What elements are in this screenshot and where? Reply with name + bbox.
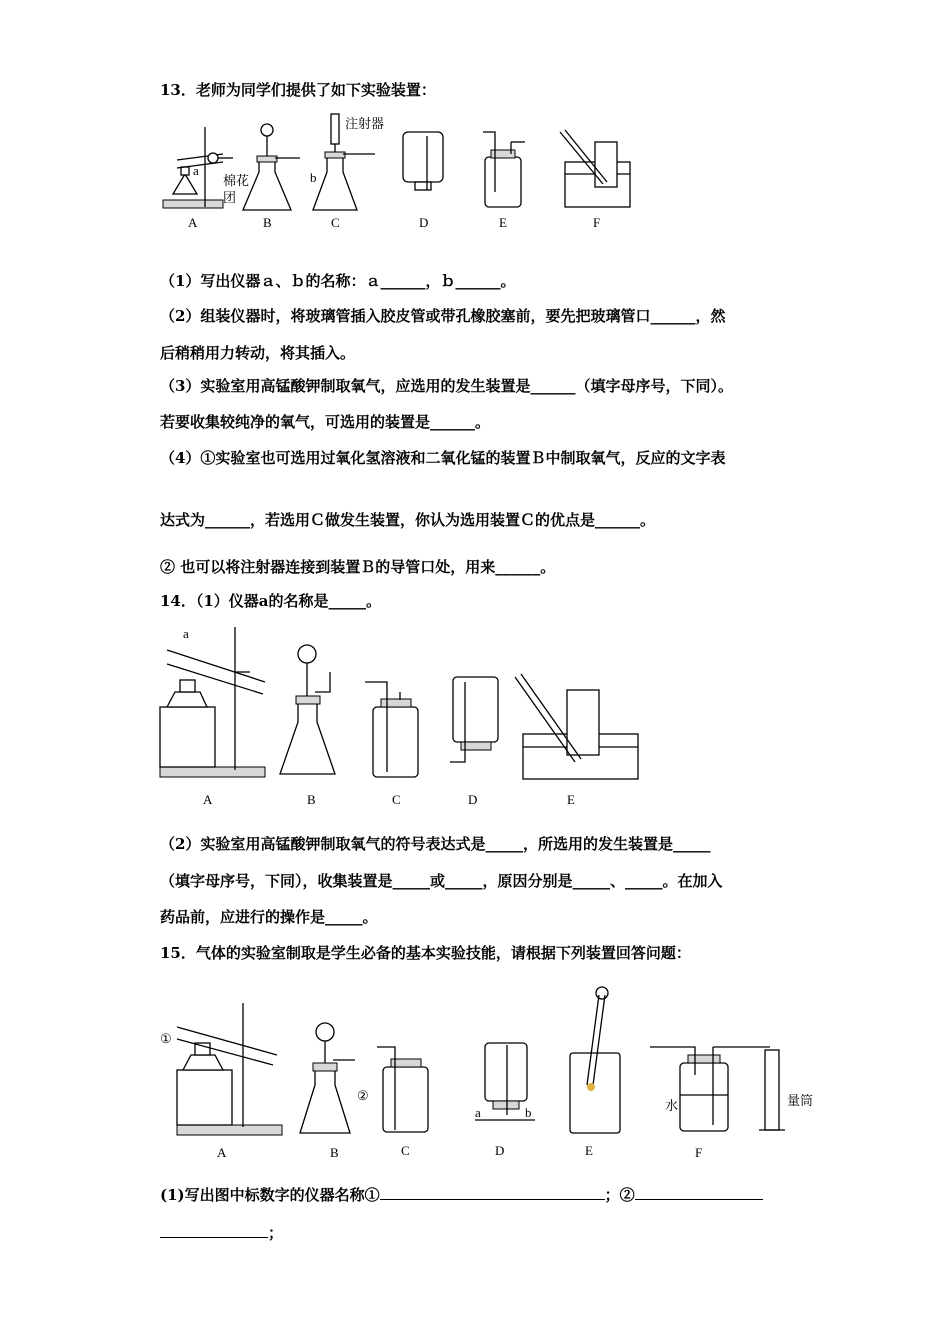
svg-text:A: A — [217, 1145, 227, 1160]
q13-apparatus-b — [243, 124, 300, 210]
q13-part4: （4）①实验室也可选用过氧化氢溶液和二氧化锰的装置Ｂ中制取氧气，反应的文字表 — [160, 449, 726, 467]
answer-blank-2-cont[interactable] — [160, 1237, 268, 1238]
q15-apparatus-f — [650, 1047, 813, 1131]
q13-part3: （3）实验室用高锰酸钾制取氧气，应选用的发生装置是______（填字母序号，下同）。 — [160, 377, 733, 395]
q15-part1-sep: ；② — [604, 1186, 635, 1204]
svg-text:棉花: 棉花 — [223, 173, 250, 188]
q14-apparatus-e — [515, 674, 638, 779]
q14-part2: （2）实验室用高锰酸钾制取氧气的符号表达式是_____，所选用的发生装置是_____ — [160, 835, 711, 853]
q13-part3-cont: 若要收集较纯净的氧气，可选用的装置是______。 — [160, 413, 491, 431]
svg-text:E: E — [567, 792, 575, 807]
svg-text:D: D — [419, 215, 429, 230]
q14-apparatus-figure — [155, 622, 645, 812]
q13-apparatus-a — [163, 127, 249, 208]
q13-part2: （2）组装仪器时，将玻璃管插入胶皮管或带孔橡胶塞前，要先把玻璃管口______，然 — [160, 307, 726, 325]
svg-text:b: b — [525, 1105, 532, 1120]
svg-text:②: ② — [357, 1088, 369, 1103]
svg-text:F: F — [593, 215, 601, 230]
q13-apparatus-figure — [155, 112, 645, 232]
q13-apparatus-f — [560, 130, 630, 207]
svg-text:团: 团 — [223, 190, 237, 205]
q14-apparatus-c — [365, 682, 418, 777]
q13-apparatus-c — [310, 114, 384, 210]
svg-text:a: a — [475, 1105, 481, 1120]
svg-text:C: C — [392, 792, 401, 807]
answer-blank-2[interactable] — [635, 1199, 763, 1200]
svg-text:C: C — [401, 1143, 410, 1158]
svg-text:A: A — [203, 792, 213, 807]
answer-blank-1[interactable] — [380, 1199, 605, 1200]
svg-text:E: E — [585, 1143, 593, 1158]
svg-text:F: F — [695, 1145, 703, 1160]
svg-text:a: a — [193, 163, 199, 178]
svg-text:①: ① — [160, 1031, 172, 1046]
q15-part1-cont — [160, 1222, 283, 1243]
q14-apparatus-a — [160, 626, 265, 777]
q14-apparatus-b — [280, 645, 335, 774]
svg-text:E: E — [499, 215, 507, 230]
q15-apparatus-c — [357, 1047, 428, 1132]
svg-text:A: A — [188, 215, 198, 230]
q13-part1: （1）写出仪器ａ、ｂ的名称：ａ______，ｂ______。 — [160, 272, 516, 290]
svg-text:B: B — [307, 792, 316, 807]
q14-apparatus-d — [450, 677, 498, 762]
svg-text:B: B — [330, 1145, 339, 1160]
q13-part2-cont: 后稍稍用力转动，将其插入。 — [160, 344, 356, 362]
svg-text:量筒: 量筒 — [787, 1093, 814, 1108]
q14-part2-cont: （填字母序号，下同），收集装置是_____或_____，原因分别是_____、_____。在加入 — [160, 872, 723, 890]
svg-text:b: b — [310, 170, 317, 185]
svg-text:B: B — [263, 215, 272, 230]
svg-text:C: C — [331, 215, 340, 230]
q15-figure-letters — [217, 1143, 702, 1160]
q15-part1-end: ； — [268, 1224, 284, 1242]
q13-part5: ② 也可以将注射器连接到装置Ｂ的导管口处，用来______。 — [160, 558, 556, 576]
q14-title: 14．（1）仪器a的名称是_____。 — [160, 592, 382, 610]
q15-part1 — [160, 1184, 763, 1205]
svg-text:注射器: 注射器 — [345, 116, 385, 131]
q15-apparatus-e — [570, 987, 620, 1133]
svg-text:D: D — [468, 792, 478, 807]
q15-apparatus-d — [475, 1043, 535, 1120]
q15-part1-label: (1)写出图中标数字的仪器名称① — [160, 1186, 380, 1204]
q15-apparatus-b — [300, 1023, 355, 1133]
svg-text:D: D — [495, 1143, 505, 1158]
q13-apparatus-e — [483, 132, 525, 207]
svg-text:水: 水 — [665, 1098, 679, 1113]
q15-apparatus-a — [160, 1003, 282, 1135]
q15-title: 15．气体的实验室制取是学生必备的基本实验技能，请根据下列装置回答问题： — [160, 944, 691, 962]
q13-apparatus-d — [403, 132, 443, 190]
q13-figure-letters — [188, 215, 600, 230]
q13-title: 13．老师为同学们提供了如下实验装置： — [160, 81, 436, 99]
q13-part4-cont: 达式为______，若选用Ｃ做发生装置，你认为选用装置Ｃ的优点是______。 — [160, 511, 656, 529]
q14-part2-cont2: 药品前，应进行的操作是_____。 — [160, 908, 378, 926]
q15-apparatus-figure — [155, 975, 825, 1165]
svg-text:a: a — [183, 626, 189, 641]
q14-figure-letters — [203, 792, 575, 807]
